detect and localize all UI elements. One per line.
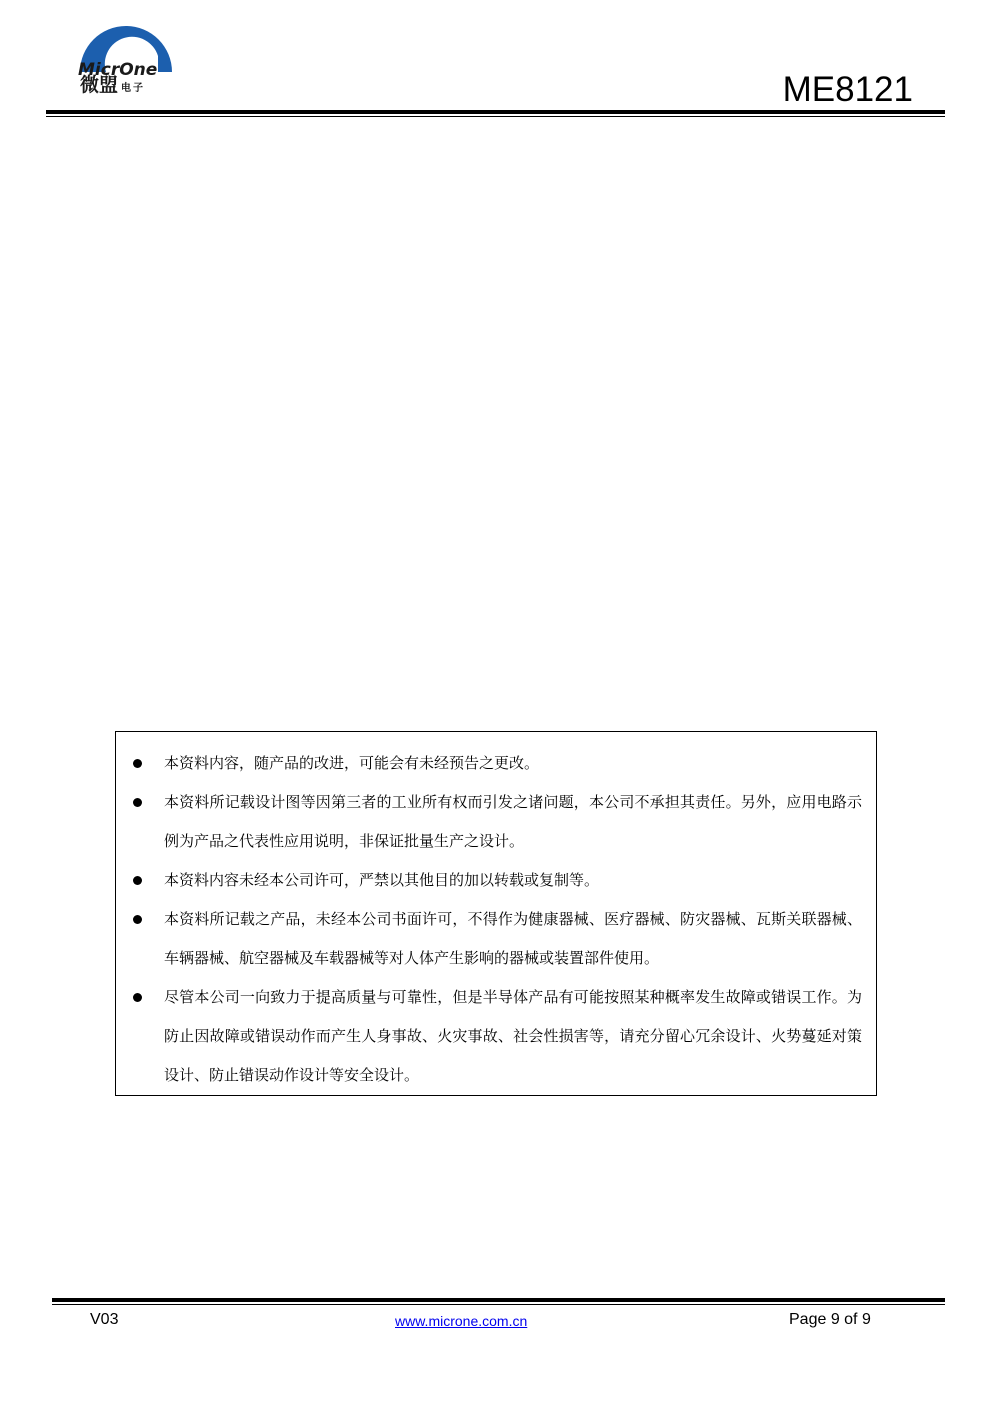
disclaimer-item	[130, 744, 862, 783]
header-rule	[46, 110, 945, 114]
disclaimer-item	[130, 900, 862, 978]
disclaimer-item	[130, 861, 862, 900]
disclaimer-text: 本资料内容未经本公司许可，严禁以其他目的加以转载或复制等。	[164, 871, 600, 889]
logo-globe-icon	[76, 14, 176, 78]
disclaimer-text: 本资料内容，随产品的改进，可能会有未经预告之更改。	[164, 754, 540, 772]
logo-text-cn-small: 电子	[121, 83, 146, 94]
bullet-icon	[133, 915, 142, 924]
bullet-icon	[133, 798, 142, 807]
footer-page-number: Page 9 of 9	[789, 1311, 871, 1328]
disclaimer-text: 尽管本公司一向致力于提高质量与可靠性，但是半导体产品有可能按照某种概率发生故障或错误工作。为防止因故障或错误动作而产生人身事故、火灾事故、社会性损害等，请充分留心冗余设计、火势蔓延对策设计、防止错误动作设计等安全设计。	[164, 988, 862, 1084]
footer-rule	[52, 1298, 945, 1302]
bullet-icon	[133, 993, 142, 1002]
logo-text-cn-block	[80, 75, 145, 99]
disclaimer-item	[130, 978, 862, 1095]
disclaimer-item	[130, 783, 862, 861]
logo-text-en: MicrOne	[78, 60, 158, 78]
footer-rule-thin	[52, 1304, 945, 1305]
header-rule-thin	[46, 116, 945, 117]
disclaimer-text: 本资料所记载设计图等因第三者的工业所有权而引发之诸问题，本公司不承担其责任。另外，应用电路示例为产品之代表性应用说明，非保证批量生产之设计。	[164, 793, 862, 850]
disclaimer-text: 本资料所记载之产品，未经本公司书面许可，不得作为健康器械、医疗器械、防灾器械、瓦斯关联器械、车辆器械、航空器械及车载器械等对人体产生影响的器械或装置部件使用。	[164, 910, 862, 967]
document-id: ME8121	[782, 70, 913, 109]
logo-text-cn: 微盟	[80, 74, 119, 96]
disclaimer-list	[130, 744, 862, 1095]
disclaimer-box	[115, 731, 877, 1096]
footer-version: V03	[90, 1311, 119, 1328]
bullet-icon	[133, 759, 142, 768]
footer-website-link[interactable]: www.microne.com.cn	[395, 1313, 528, 1329]
bullet-icon	[133, 876, 142, 885]
